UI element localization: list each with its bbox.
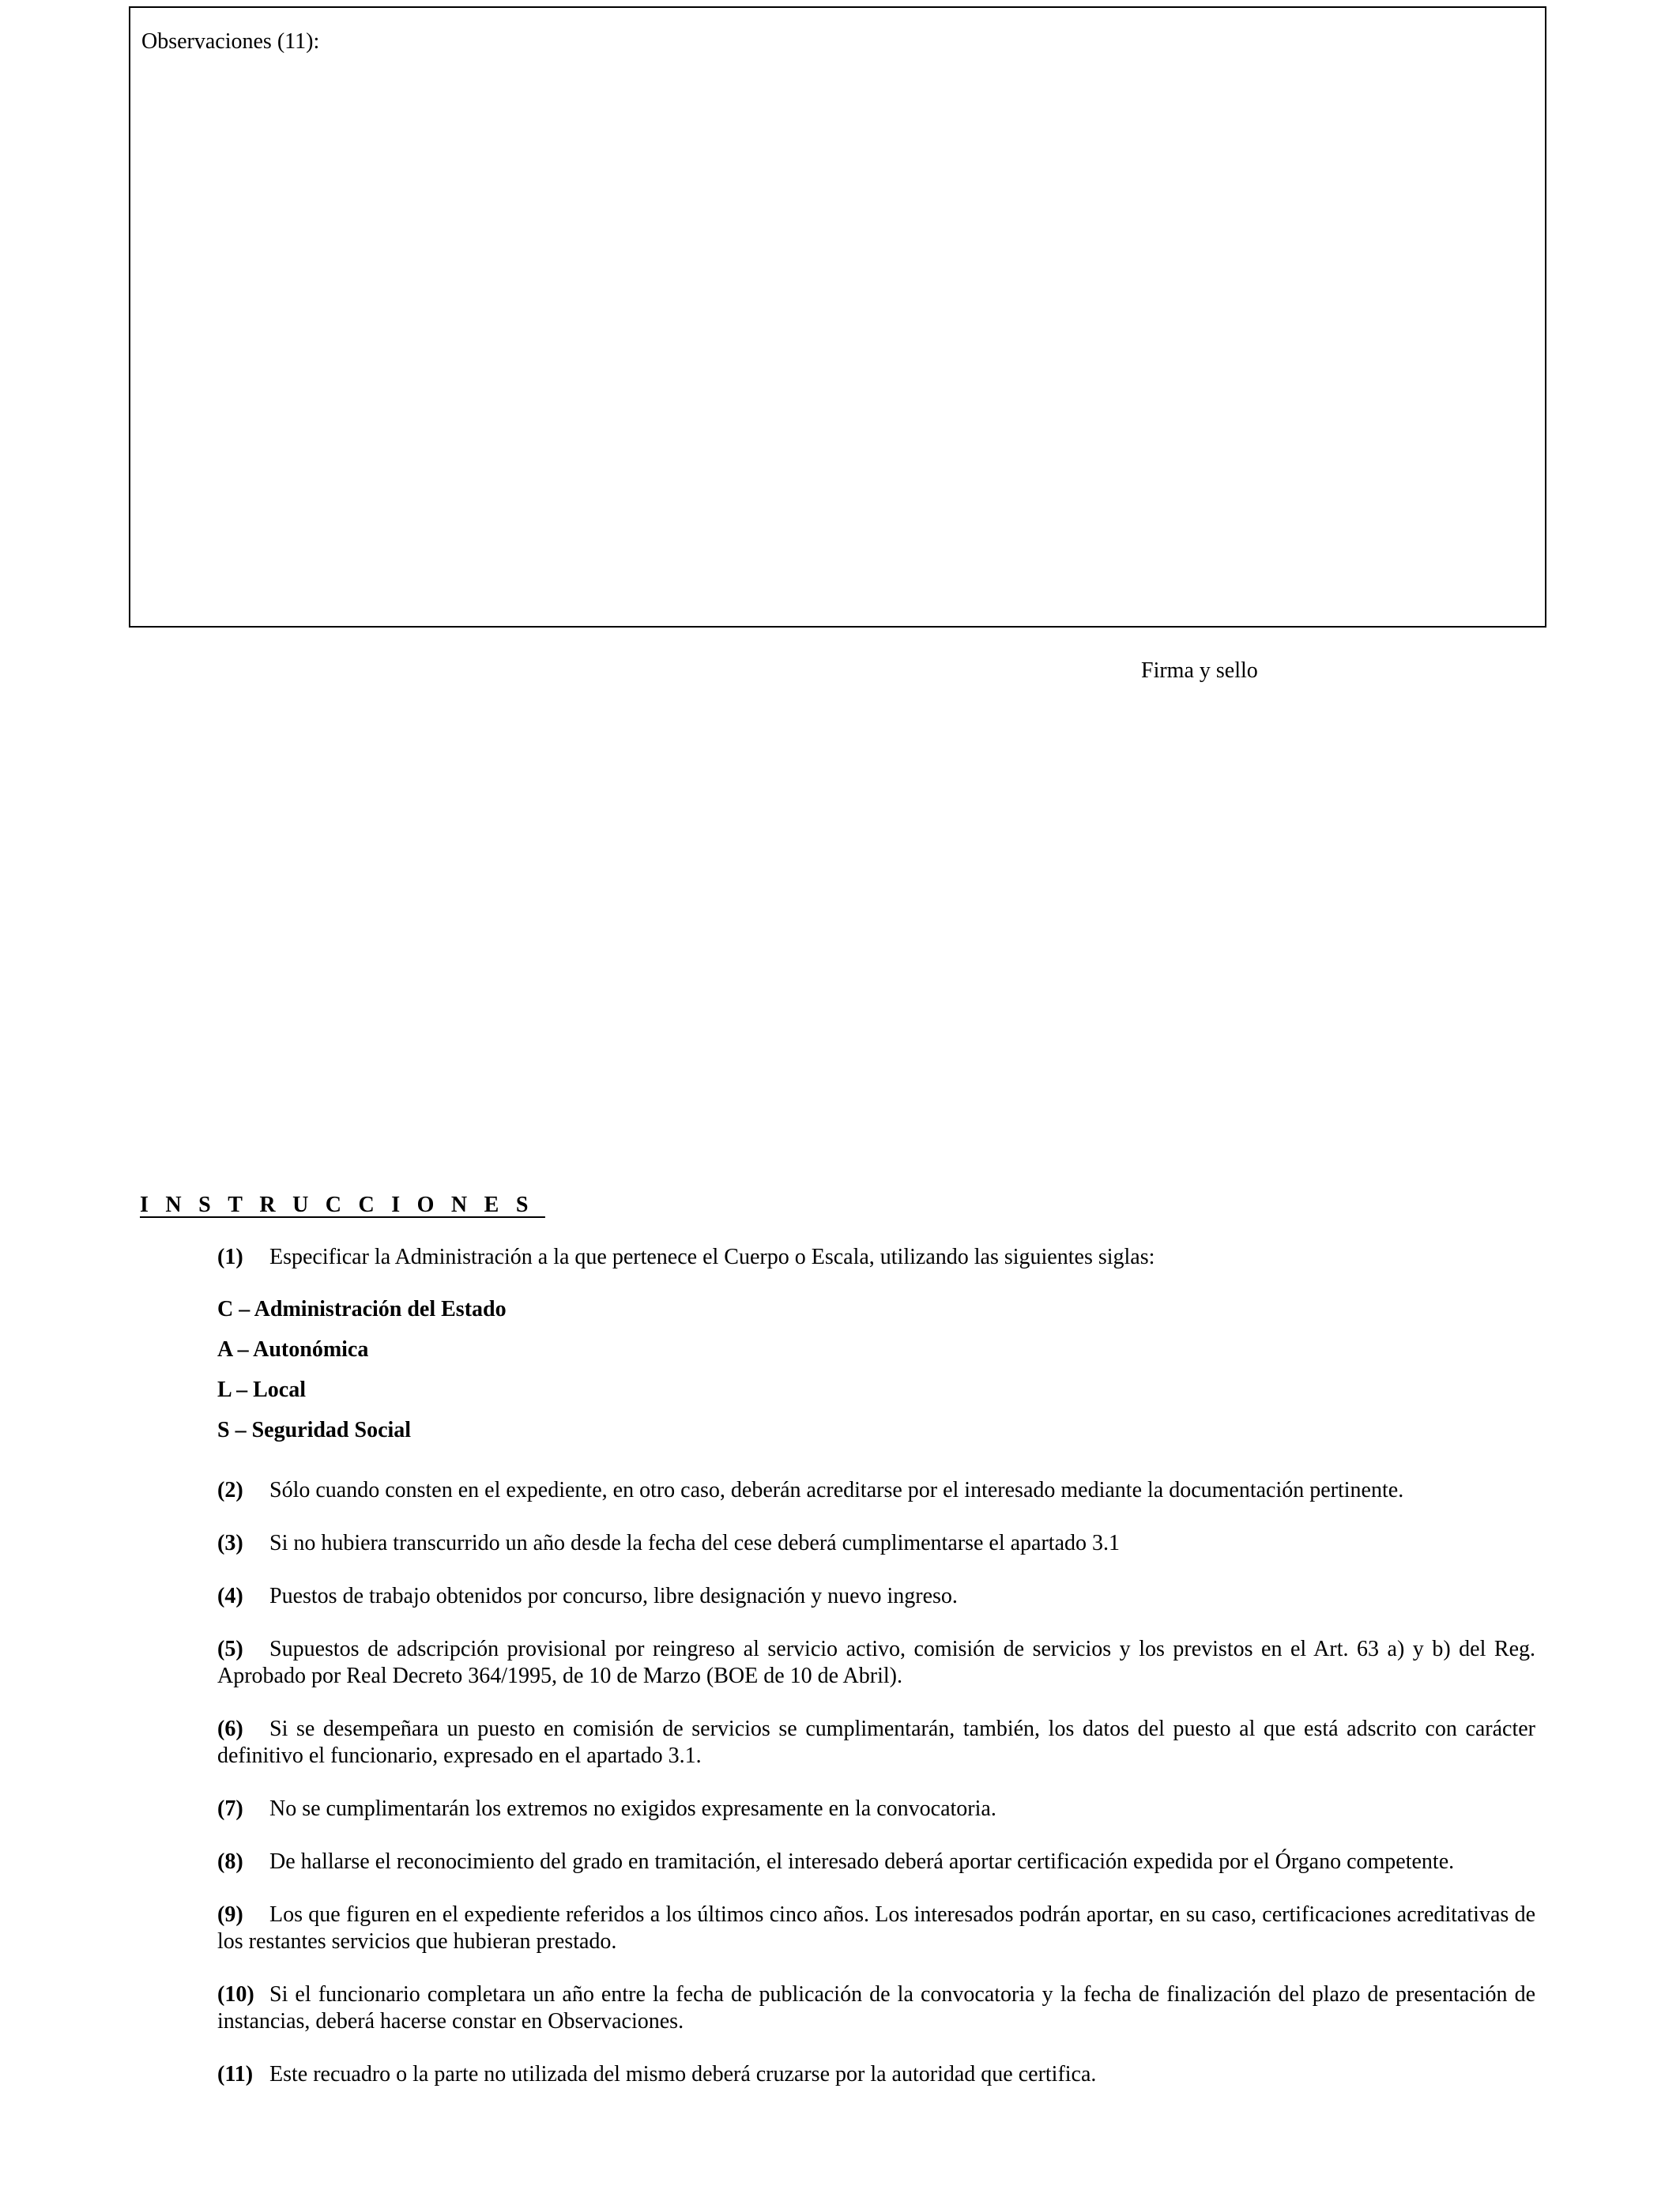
instruccion-number: (4) [217,1584,243,1608]
instruccion-text: No se cumplimentarán los extremos no exigidos expresamente en la convocatoria. [269,1796,996,1821]
instruccion-text: Sólo cuando consten en el expediente, en otro caso, deberán acreditarse por el interesado mediante la documentación pertinente. [269,1478,1404,1502]
sigla-item: C – Administración del Estado [217,1297,507,1321]
instruccion-item-6 [217,1716,1535,1770]
siglas-list [217,1296,1535,1444]
instruccion-number: (10) [217,1982,254,2007]
instruccion-number: (9) [217,1902,243,1927]
instruccion-item-8 [217,1849,1535,1875]
instruccion-text: Si se desempeñara un puesto en comisión de servicios se cumplimentarán, también, los datos del puesto al que está adscrito con carácter definitivo el funcionario, expresado en el apartado 3.1. [217,1717,1535,1768]
instruccion-number: (8) [217,1849,243,1874]
instruccion-item-2 [217,1477,1535,1504]
instruccion-number: (7) [217,1796,243,1821]
instrucciones-body [217,1244,1535,2088]
sigla-item: L – Local [217,1378,307,1402]
observaciones-label: Observaciones (11): [141,29,320,54]
observaciones-box [129,6,1546,628]
instruccion-item-9 [217,1902,1535,1955]
instruccion-number: (11) [217,2062,254,2087]
instruccion-text: Si no hubiera transcurrido un año desde la fecha del cese deberá cumplimentarse el apartado 3.1 [269,1531,1121,1555]
instruccion-text: Si el funcionario completara un año entre la fecha de publicación de la convocatoria y la fecha de finalización del plazo de presentación de instancias, deberá hacerse constar en Observaciones. [217,1982,1535,2034]
firma-y-sello-label: Firma y sello [1141,658,1258,683]
instruccion-text: Supuestos de adscripción provisional por reingreso al servicio activo, comisión de servicios y los previstos en el Art. 63 a) y b) del Reg. Aprobado por Real Decreto 364/1995, de 10 de Marzo (BOE de 10 de Abril). [217,1637,1535,1688]
instruccion-text: Este recuadro o la parte no utilizada del mismo deberá cruzarse por la autoridad que certifica. [269,2062,1097,2087]
instruccion-item-3 [217,1530,1535,1557]
sigla-item: S – Seguridad Social [217,1418,412,1442]
sigla-item: A – Autonómica [217,1337,369,1362]
instruccion-item-4 [217,1583,1535,1610]
instruccion-text: Especificar la Administración a la que pertenece el Cuerpo o Escala, utilizando las siguientes siglas: [269,1245,1155,1269]
instruccion-text: De hallarse el reconocimiento del grado en tramitación, el interesado deberá aportar certificación expedida por el Órgano competente. [269,1849,1455,1874]
instruccion-text: Los que figuren en el expediente referidos a los últimos cinco años. Los interesados podrán aportar, en su caso, certificaciones acreditativas de los restantes servicios que hubieran prestado. [217,1902,1535,1954]
instruccion-number: (6) [217,1717,243,1741]
instrucciones-title: INSTRUCCIONES [140,1193,545,1217]
instruccion-text: Puestos de trabajo obtenidos por concurso, libre designación y nuevo ingreso. [269,1584,958,1608]
instruccion-number: (5) [217,1637,243,1661]
instruccion-item-5 [217,1636,1535,1690]
instruccion-item-1 [217,1244,1535,1271]
instruccion-item-11 [217,2061,1535,2088]
instruccion-item-10 [217,1981,1535,2035]
instruccion-number: (2) [217,1478,243,1502]
instruccion-number: (1) [217,1245,243,1269]
instruccion-number: (3) [217,1531,243,1555]
instruccion-item-7 [217,1796,1535,1823]
